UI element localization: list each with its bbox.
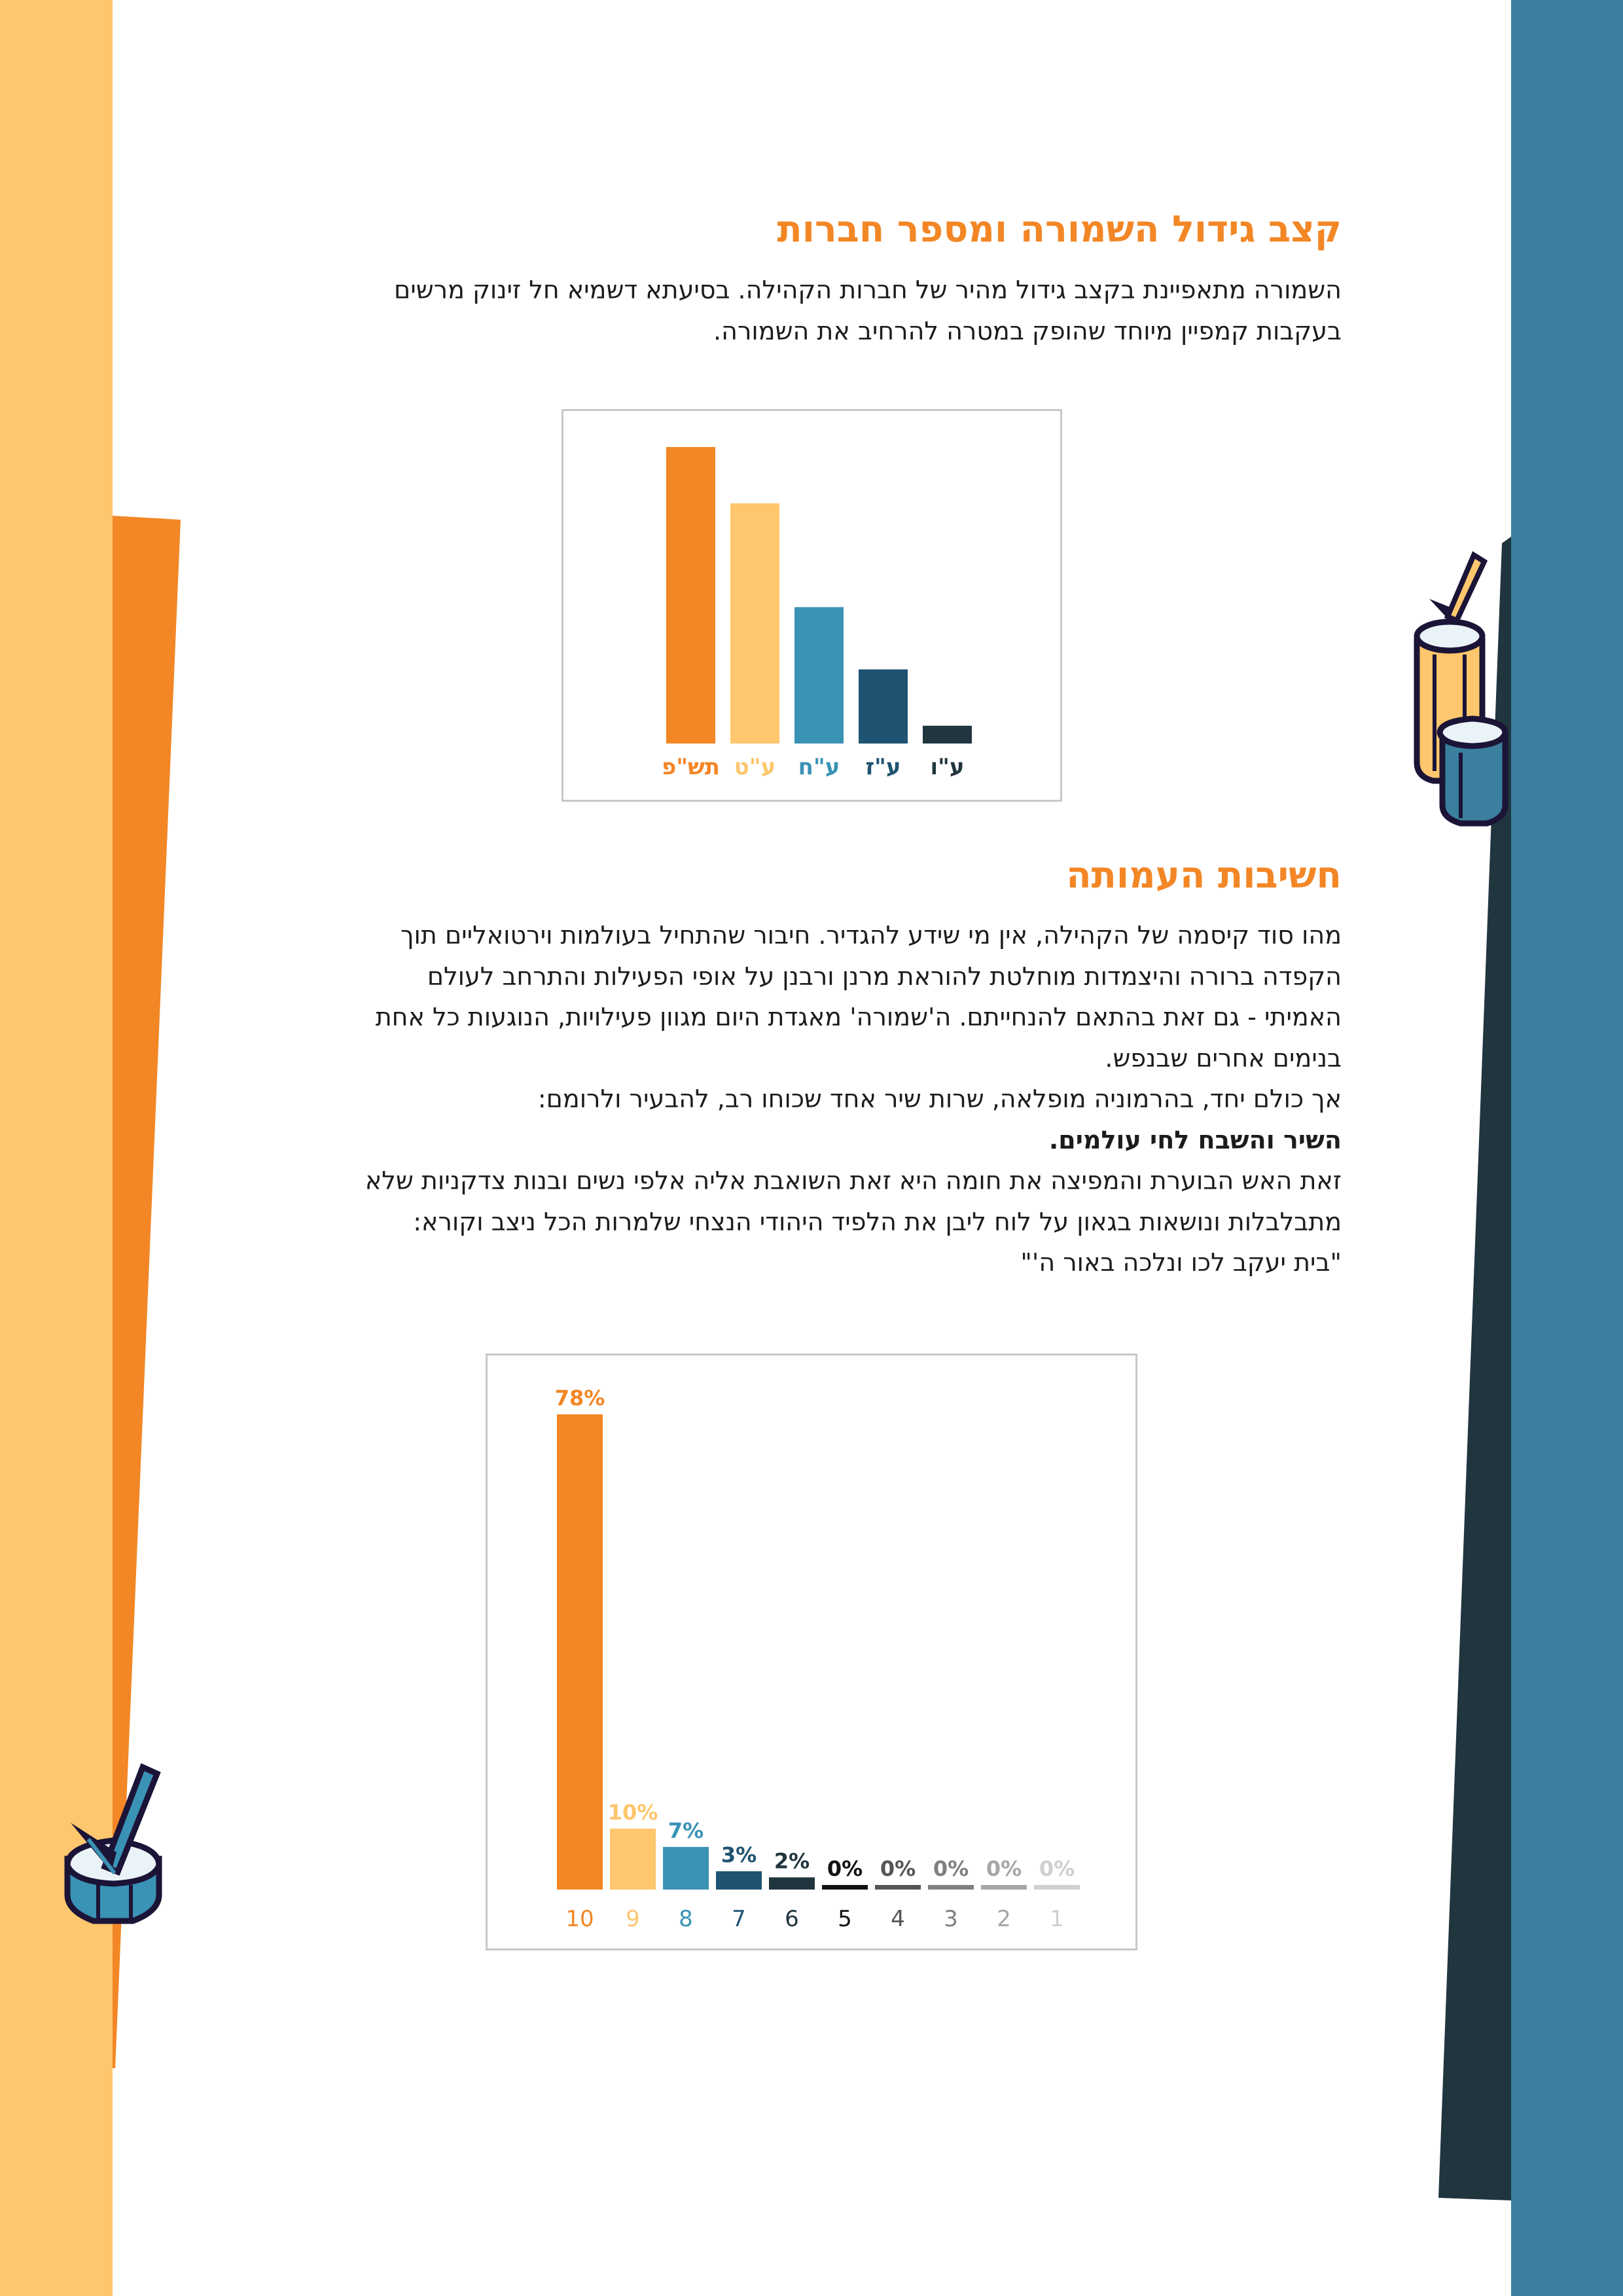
importance-paragraph [268,915,1342,1283]
category-label: 1 [1050,1906,1064,1932]
value-label: 2% [774,1848,810,1874]
bar-9 [610,1829,656,1890]
value-label: 10% [607,1799,658,1825]
bar-3 [859,670,908,744]
category-label: ע"ח [798,754,840,780]
category-label: 7 [732,1906,746,1932]
paragraph-line: האמיתי - גם זאת בהתאם להנחייתם. ה'שמורה' מאגדת היום מגוון פעילויות, הנוגעות כל אחת [375,1003,1342,1031]
bar-1 [1034,1885,1080,1890]
bar-7 [716,1871,762,1890]
category-label: תש"פ [661,754,721,780]
value-label: 78% [554,1386,605,1410]
value-label: 0% [933,1856,969,1881]
bar-10 [557,1414,603,1890]
bar-8 [663,1847,709,1890]
paragraph-line: זאת האש הבוערת והמפיצה את חומה היא זאת השואבת אליה אלפי נשים ובנות צדקניות שלא [365,1166,1342,1195]
bold-line: השיר והשבח לחי עולמים. [1048,1125,1342,1155]
checkbox-icon-right [1417,555,1505,823]
rating-chart-svg [488,1355,1139,1952]
category-label: 5 [838,1906,852,1932]
category-label: 6 [785,1906,799,1932]
value-label: 7% [668,1818,704,1843]
importance-heading: חשיבות העמותה [1066,854,1342,897]
category-label: 4 [891,1906,905,1932]
paragraph-line: השמורה מתאפיינת בקצב גידול מהיר של חברות הקהילה. בסיעתא דשמיא חל זינוק מרשים [394,276,1342,304]
category-label: 3 [944,1906,958,1932]
bar-2 [794,607,844,744]
value-label: 0% [827,1856,863,1881]
value-label: 0% [1039,1856,1075,1881]
rating-chart [486,1354,1137,1950]
value-label: 0% [986,1856,1022,1881]
bar-4 [875,1885,921,1890]
paragraph-line: בעקבות קמפיין מיוחד שהופק במטרה להרחיב את השמורה. [713,316,1342,346]
category-label: ע"ו [930,754,965,780]
paragraph-line: אך כולם יחד, בהרמוניה מופלאה, שרות שיר אחד שכוחו רב, להבעיר ולרומם: [537,1085,1342,1113]
category-label: 9 [626,1906,640,1932]
value-label: 3% [721,1842,757,1868]
value-label: 0% [880,1856,916,1881]
bar-2 [981,1885,1027,1890]
category-label: 2 [997,1906,1011,1932]
growth-chart [562,409,1062,802]
category-label: ע"ז [865,754,901,780]
paragraph-line: מהו סוד קיסמה של הקהילה, אין מי שידע להגדיר. חיבור שהתחיל בעולמות וירטואליים תוך [401,921,1342,950]
category-label: 8 [679,1906,693,1932]
quote-line: "בית יעקב לכו ונלכה באור ה'" [1020,1248,1342,1277]
bar-5 [822,1885,868,1890]
bar-3 [928,1885,974,1890]
bar-0 [666,447,715,744]
category-label: 10 [565,1906,594,1932]
growth-paragraph [268,270,1342,351]
category-label: ע"ט [734,754,776,780]
paragraph-line: בנימים אחרים שבנפש. [1105,1043,1342,1073]
growth-heading: קצב גידול השמורה ומספר חברות [777,208,1342,251]
bar-1 [730,503,779,744]
bar-4 [923,726,972,744]
growth-chart-svg [563,411,1064,804]
paragraph-line: הקפדה ברורה והיצמדות מוחלטת להוראת מרנן ורבנן על אופי הפעילות והתרחב לעולם [427,961,1342,991]
paragraph-line: מתבלבלות ונושאות בגאון על לוח ליבן את הלפיד היהודי הנצחי שלמרות הכל ניצב וקורא: [413,1207,1342,1236]
bar-6 [769,1877,815,1890]
